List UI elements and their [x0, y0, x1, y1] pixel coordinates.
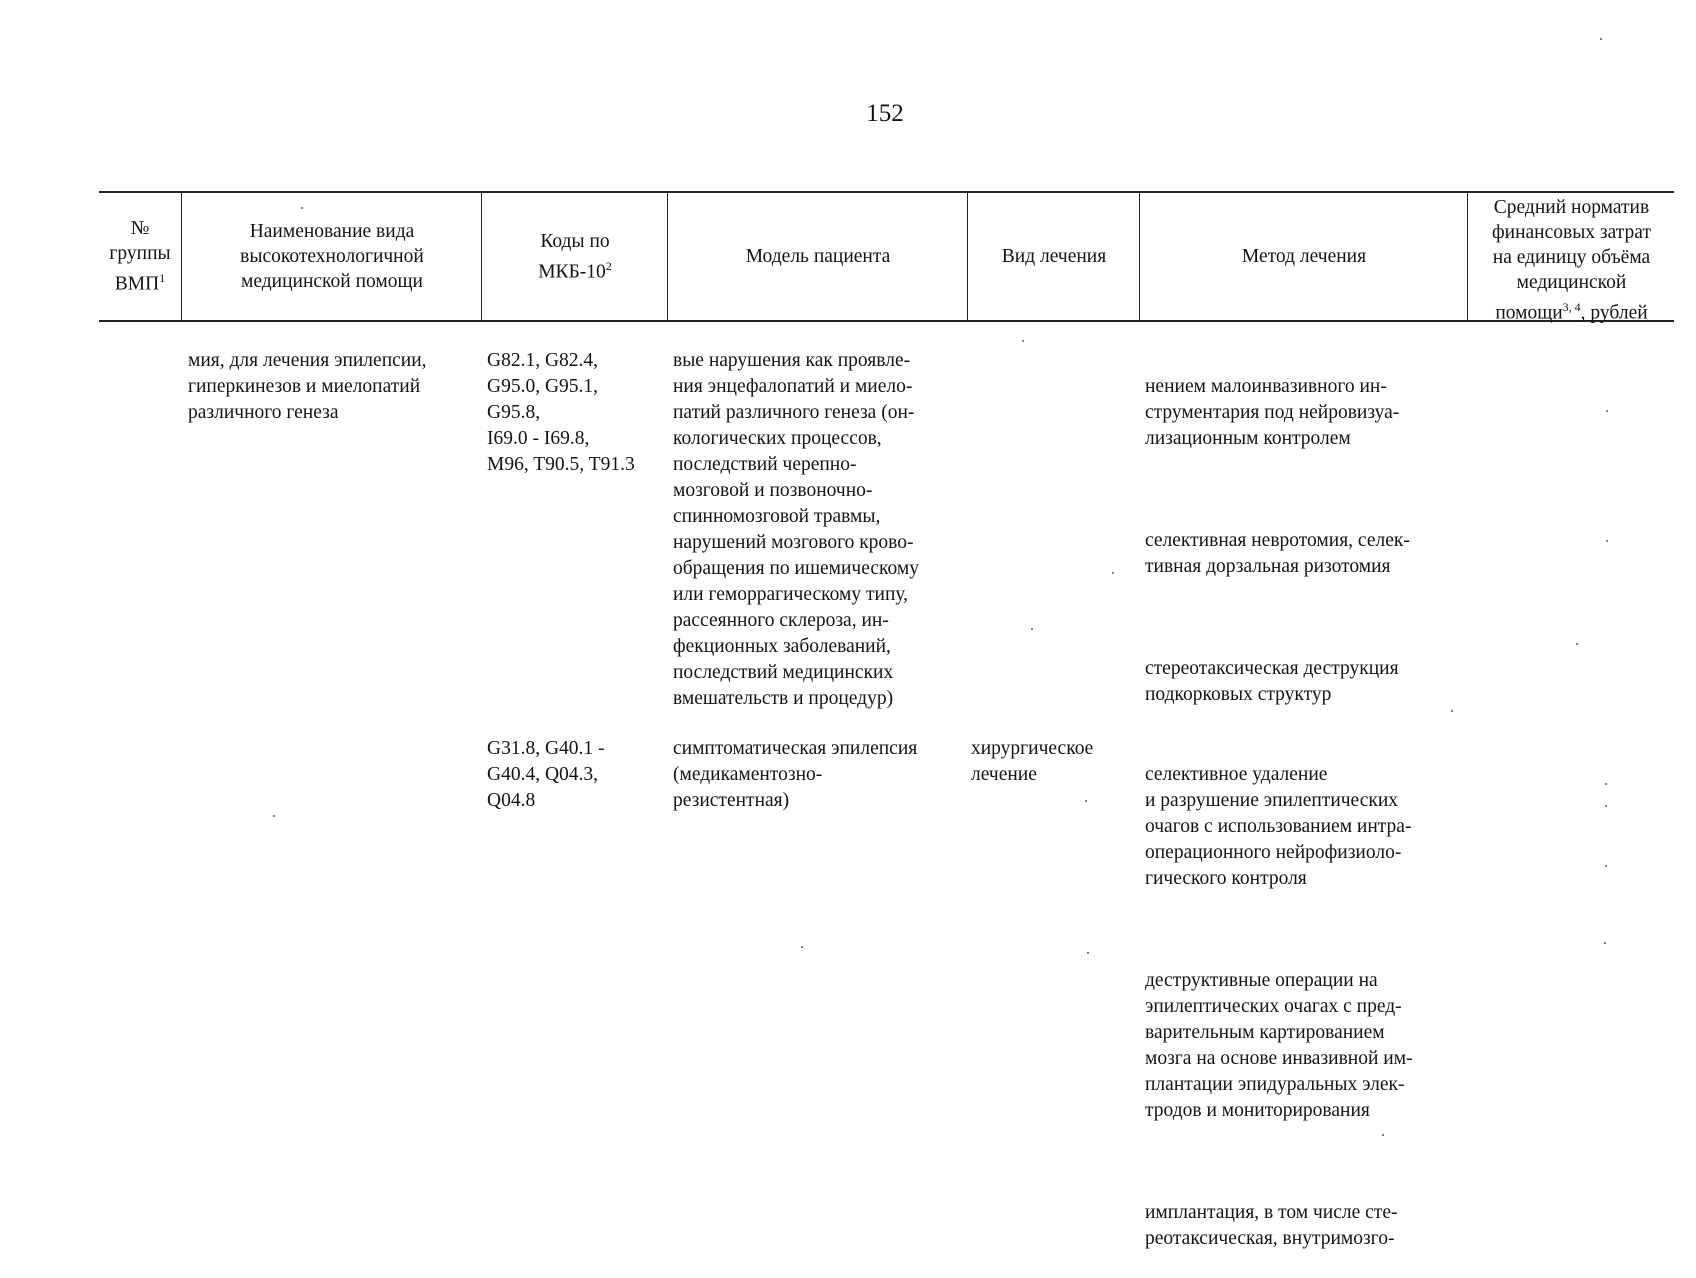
treatment-method-item: деструктивные операции на эпилептических очагах с пред- варительным картированием мозга на основе инвазивной им- плантации эпидуральных элек- тродов и мониторирования — [1145, 970, 1413, 1121]
column-divider — [1467, 191, 1468, 321]
header-icd-codes-label: Коды по МКБ-10 — [538, 230, 610, 283]
footnote-ref: 1 — [159, 271, 166, 286]
header-icd-codes — [483, 193, 667, 320]
patient-model-cell: симптоматическая эпилепсия (медикаментозно- резистентная) — [673, 738, 918, 811]
treatment-method-cell — [1145, 736, 1465, 1278]
treatment-method-item: нением малоинвазивного ин- струментария под нейровизуа- лизационным контролем — [1145, 376, 1400, 449]
scan-speck — [301, 207, 303, 209]
scan-speck — [801, 946, 803, 948]
scan-speck — [1451, 710, 1453, 712]
scan-speck — [1605, 865, 1607, 867]
header-cost-standard — [1469, 193, 1674, 325]
column-divider — [481, 191, 482, 321]
icd-codes-cell: G31.8, G40.1 - G40.4, Q04.3, Q04.8 — [487, 738, 605, 811]
header-treatment-method-label: Метод лечения — [1241, 246, 1367, 267]
scan-speck — [1606, 540, 1608, 542]
scan-speck — [1112, 572, 1114, 574]
scan-speck — [1576, 643, 1578, 645]
header-care-type — [183, 193, 481, 320]
treatment-method-item: селективное удаление и разрушение эпилептических очагов с использованием интра- операционного нейрофизиоло- гического контроля — [1145, 764, 1412, 889]
column-divider — [667, 191, 668, 321]
page-number: 152 — [866, 100, 904, 127]
column-divider — [1139, 191, 1140, 321]
scan-speck — [1087, 952, 1089, 954]
treatment-type-cell: хирургическое лечение — [971, 738, 1094, 785]
table-header-bottom-rule — [99, 320, 1674, 322]
header-care-type-label: Наименование вида высокотехнологичной медицинской помощи — [240, 221, 424, 292]
scan-speck — [273, 815, 275, 817]
scan-speck — [1606, 410, 1608, 412]
treatment-method-item: стереотаксическая деструкция подкорковых структур — [1145, 658, 1399, 705]
scan-speck — [1382, 1134, 1384, 1136]
header-group-number-label: № группы ВМП — [109, 218, 171, 295]
footnote-ref: 3, 4 — [1562, 300, 1581, 314]
header-treatment-method — [1141, 193, 1467, 320]
column-divider — [967, 191, 968, 321]
scan-speck — [1085, 800, 1087, 802]
treatment-method-cell — [1145, 348, 1465, 734]
scan-speck — [1605, 783, 1607, 785]
patient-model-cell: вые нарушения как проявле- ния энцефалопатий и миело- патий различного генеза (он- кологических процессов, последствий черепно- мозговой и позвоночно- спинномозговой травмы, нарушений мозгового крово- обращения по ишемическому или геморрагическому типу, рассеянного склероза, ин- фекционных заболеваний, последствий медицинских вмешательств и процедур) — [673, 350, 919, 709]
header-patient-model-label: Модель пациента — [745, 246, 891, 267]
header-group-number — [99, 193, 181, 320]
care-type-name-cell: мия, для лечения эпилепсии, гиперкинезов и миелопатий различного генеза — [188, 350, 427, 423]
header-patient-model — [669, 193, 967, 320]
treatment-method-item: имплантация, в том числе сте- реотаксическая, внутримозго- — [1145, 1202, 1398, 1249]
header-cost-unit: , рублей — [1580, 302, 1648, 324]
icd-codes-cell: G82.1, G82.4, G95.0, G95.1, G95.8, I69.0 - I69.8, M96, T90.5, T91.3 — [487, 350, 635, 475]
header-cost-standard-label: Средний норматив финансовых затрат на единицу объёма медицинской помощи — [1492, 197, 1651, 324]
scan-speck — [1022, 340, 1024, 342]
header-treatment-type-label: Вид лечения — [1001, 246, 1107, 267]
scan-speck — [1604, 942, 1606, 944]
scan-speck — [1031, 628, 1033, 630]
scan-speck — [1600, 38, 1602, 40]
treatment-method-item: селективная невротомия, селек- тивная дорзальная ризотомия — [1145, 530, 1410, 577]
column-divider — [181, 191, 182, 321]
scan-speck — [1605, 805, 1607, 807]
header-treatment-type — [969, 193, 1139, 320]
footnote-ref: 2 — [605, 258, 612, 273]
